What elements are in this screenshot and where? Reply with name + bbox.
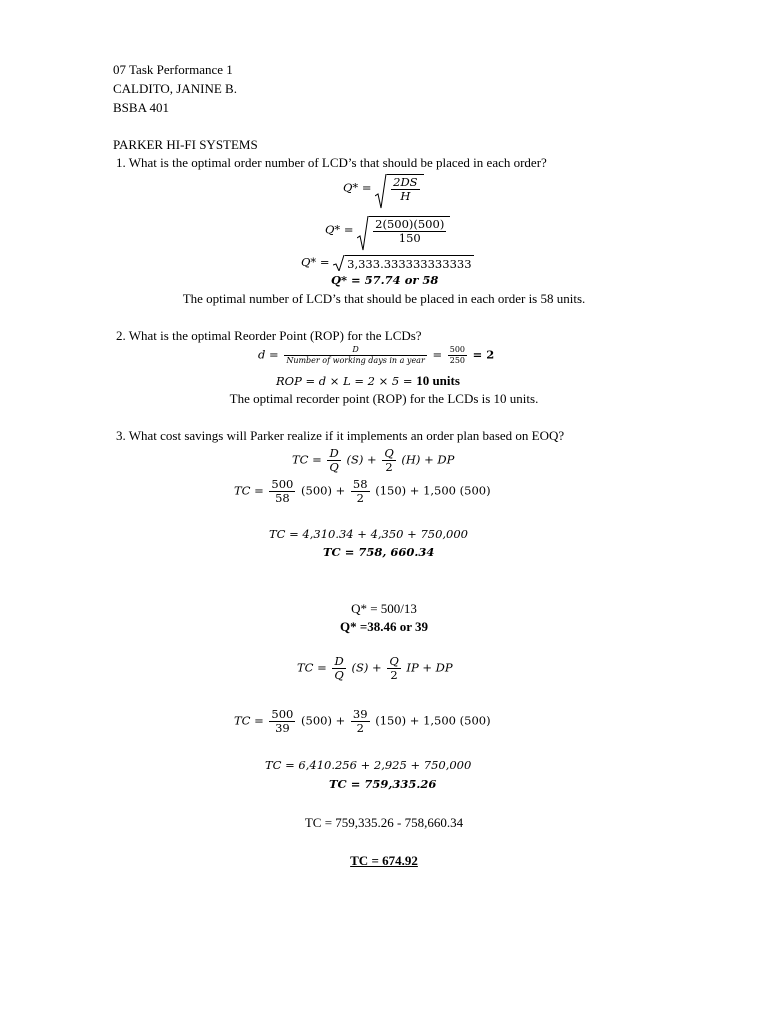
q1-eq1-lhs: Q* =	[343, 180, 372, 195]
section-title: PARKER HI-FI SYSTEMS	[113, 137, 258, 152]
q3-cost-difference: TC = 759,335.26 - 758,660.34	[304, 815, 464, 830]
q3-g4-lhs: TC =	[234, 713, 264, 728]
q1-eq2-lhs: Q* =	[325, 222, 354, 237]
question-1: 1. What is the optimal order number of LCD’s that should be placed in each order?	[116, 155, 547, 170]
q2-answer: The optimal recorder point (ROP) for the LCDs is 10 units.	[229, 391, 539, 406]
q1-eq2-den: 150	[398, 231, 421, 245]
task-title: 07 Task Performance 1	[113, 62, 233, 77]
q3-cost-savings-result	[0, 853, 768, 869]
q3-total-cost-result: TC = 758, 660.34	[323, 545, 435, 559]
q3-current-tc-formula	[297, 655, 453, 682]
square-root-icon	[375, 174, 423, 203]
q3-total-cost-substitution	[234, 478, 491, 505]
q1-eq3-lhs: Q* =	[301, 255, 330, 269]
q2-eq1-equals: =	[432, 347, 443, 362]
course-section: BSBA 401	[113, 100, 169, 115]
q3-total-cost-terms: TC = 4,310.34 + 4,350 + 750,000	[269, 527, 468, 541]
q3-g4-n2: 39	[352, 707, 368, 721]
q2-eq1-lhs: d =	[258, 347, 279, 362]
q2-rop-formula	[276, 373, 460, 389]
q3-f1-n1: D	[327, 447, 340, 461]
q3-g3-m1: (S) +	[351, 660, 382, 675]
q2-eq2-result: 10 units	[416, 373, 460, 388]
q3-g3-n2: Q	[389, 654, 399, 668]
q3-f1-m2: (H) + DP	[401, 452, 455, 467]
q1-answer: The optimal number of LCD’s that should be placed in each order is 58 units.	[182, 291, 586, 306]
q3-f2-lhs: TC =	[234, 483, 264, 498]
q3-g4-n1: 500	[271, 707, 294, 721]
q1-eoq-substitution	[325, 216, 450, 245]
q3-g3-d2: 2	[390, 668, 398, 682]
q3-f1-m1: (S) +	[346, 452, 377, 467]
q3-current-order-quantity-result: Q* =38.46 or 39	[339, 619, 429, 634]
square-root-icon	[357, 216, 450, 245]
square-root-icon	[333, 255, 473, 271]
student-name: CALDITO, JANINE B.	[113, 81, 237, 96]
q1-eq3-radicand: 3,333.333333333333	[347, 257, 472, 271]
q3-f2-d2: 2	[356, 491, 364, 505]
q3-g3-m2: IP + DP	[406, 660, 453, 675]
question-2: 2. What is the optimal Reorder Point (ROP) for the LCDs?	[116, 328, 422, 343]
q3-f2-d1: 58	[275, 491, 290, 505]
q3-g4-m1: (500) +	[301, 713, 346, 728]
q3-f1-lhs: TC =	[292, 452, 322, 467]
q3-g3-n1: D	[332, 655, 345, 669]
q1-eq1-num: 2DS	[393, 175, 418, 189]
q2-eq1-den: Number of working days in a year	[286, 356, 425, 365]
q1-eoq-result: Q* = 57.74 or 58	[331, 273, 439, 287]
q3-f2-n1: 500	[271, 477, 294, 491]
q3-cost-savings-value: TC = 674.92	[350, 853, 418, 868]
q1-eq2-num: 2(500)(500)	[375, 217, 445, 231]
q3-f1-n2: Q	[384, 446, 394, 460]
question-3: 3. What cost savings will Parker realize if it implements an order plan based on EOQ?	[116, 428, 565, 443]
q2-eq2-expression: ROP = d × L = 2 × 5 =	[276, 374, 413, 388]
q2-eq1-den2: 250	[449, 356, 466, 365]
q1-eoq-radical	[301, 255, 474, 271]
q3-f2-m2: (150) + 1,500 (500)	[375, 483, 491, 498]
q2-eq1-num: D	[284, 345, 426, 356]
q3-g3-lhs: TC =	[297, 660, 327, 675]
q3-g3-d1: Q	[334, 668, 344, 682]
q1-eq1-den: H	[400, 189, 411, 203]
q3-total-cost-formula	[292, 447, 454, 474]
q2-daily-demand-formula	[258, 345, 494, 366]
q3-f1-d1: Q	[329, 460, 339, 474]
q3-f2-n2: 58	[352, 477, 368, 491]
q3-current-tc-substitution	[234, 708, 491, 735]
q3-current-order-quantity: Q* = 500/13	[351, 601, 417, 616]
q1-eoq-formula	[343, 174, 424, 203]
q3-g4-d1: 39	[275, 721, 290, 735]
q2-eq1-num2: 500	[449, 345, 466, 354]
q3-g4-d2: 2	[356, 721, 364, 735]
q3-current-tc-terms: TC = 6,410.256 + 2,925 + 750,000	[265, 758, 472, 772]
q3-current-tc-result: TC = 759,335.26	[329, 777, 437, 791]
q3-f1-d2: 2	[385, 460, 393, 474]
q3-g4-m2: (150) + 1,500 (500)	[375, 713, 491, 728]
q2-eq1-result: = 2	[472, 347, 495, 362]
q3-f2-m1: (500) +	[301, 483, 346, 498]
